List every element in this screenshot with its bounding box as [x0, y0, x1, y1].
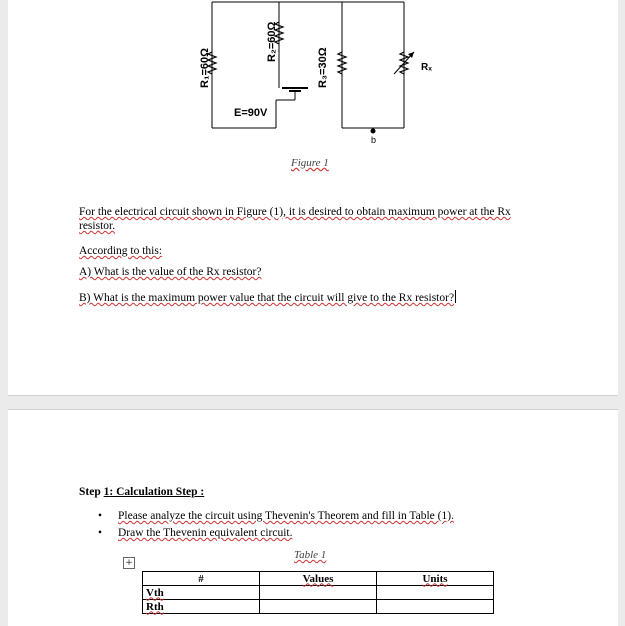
- question-b: B) What is the maximum power value that the circuit will give to the Rx resistor?: [79, 292, 455, 304]
- bullet-item: • Please analyze the circuit using Thevenin's Theorem and fill in Table (1).: [98, 508, 454, 525]
- terminal-b-node: [371, 129, 376, 134]
- row-label-vth[interactable]: Vth: [143, 586, 260, 600]
- step-prefix: Step: [79, 486, 104, 498]
- document-page-1: [8, 0, 618, 396]
- row-label-rth[interactable]: Rth: [143, 600, 260, 614]
- bullet-item: • Draw the Thevenin equivalent circuit.: [98, 525, 454, 542]
- cell-rth-unit[interactable]: [377, 600, 494, 614]
- step-heading: [79, 486, 204, 498]
- cell-vth-unit[interactable]: [377, 586, 494, 600]
- document-page-2: [8, 409, 618, 626]
- source-label: E=90V: [234, 107, 268, 119]
- r3-label: R₃=30Ω: [317, 47, 329, 88]
- table-row: [143, 586, 494, 600]
- table-header-row: [143, 572, 494, 586]
- cell-rth-value[interactable]: [260, 600, 377, 614]
- r2-label: R₂=60Ω: [266, 21, 278, 62]
- cell-vth-value[interactable]: [260, 586, 377, 600]
- node-b-label: b: [371, 135, 377, 145]
- results-table: [142, 571, 494, 614]
- step-number: 1: [103, 486, 110, 498]
- header-units: Units: [377, 572, 494, 586]
- r1-label: R₁=60Ω: [199, 48, 211, 88]
- question-intro-continued: resistor.: [79, 220, 116, 232]
- question-a: A) What is the value of the Rx resistor?: [79, 266, 262, 278]
- rx-label: Rₓ: [421, 62, 432, 73]
- question-b-line: [79, 290, 456, 306]
- table-caption: Table 1: [294, 549, 327, 561]
- text-cursor: [455, 290, 456, 303]
- table-row: [143, 600, 494, 614]
- table-move-handle[interactable]: +: [123, 557, 135, 569]
- question-intro: For the electrical circuit shown in Figure (1), it is desired to obtain maximum power at the Rx: [79, 206, 511, 218]
- figure-caption: Figure 1: [291, 157, 329, 169]
- header-values: Values: [260, 572, 377, 586]
- according-line: According to this:: [79, 245, 163, 257]
- step-title: : Calculation Step :: [109, 486, 205, 498]
- circuit-diagram: [8, 0, 618, 170]
- header-number: #: [143, 572, 260, 586]
- step-bullets: [98, 508, 454, 542]
